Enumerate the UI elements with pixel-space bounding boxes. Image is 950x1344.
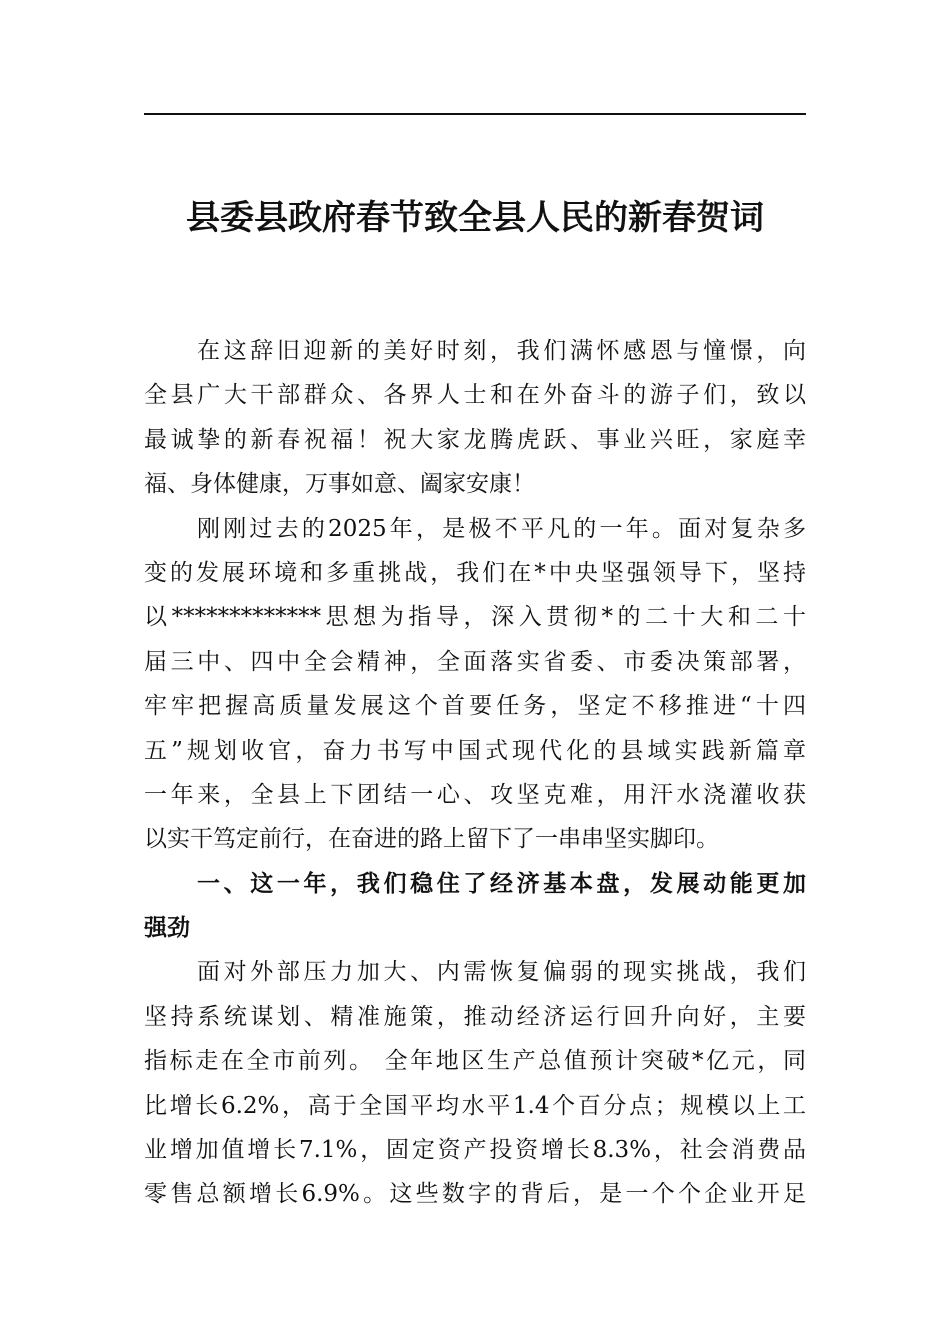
paragraph-2-line-4: 届三中、四中全会精神，全面落实省委、市委决策部署，	[144, 648, 806, 675]
paragraph-2-line-1: 刚刚过去的2025年，是极不平凡的一年。面对复杂多	[197, 515, 806, 542]
paragraph-1-line-1: 在这辞旧迎新的美好时刻，我们满怀感恩与憧憬，向	[197, 338, 806, 364]
paragraph-2-line-8: 以实干笃定前行，在奋进的路上留下了一串串坚实脚印。	[144, 826, 719, 853]
paragraph-1-line-2: 全县广大干部群众、各界人士和在外奋斗的游子们，致以	[144, 382, 806, 409]
paragraph-3-line-4: 比增长6.2%，高于全国平均水平1.4个百分点；规模以上工	[144, 1092, 806, 1119]
document-title: 县委县政府春节致全县人民的新春贺词	[186, 198, 764, 238]
paragraph-3-line-5: 业增加值增长7.1%，固定资产投资增长8.3%，社会消费品	[144, 1137, 806, 1164]
section-heading-line-1: 一、这一年，我们稳住了经济基本盘，发展动能更加	[197, 870, 806, 897]
header-rule	[144, 113, 806, 115]
document-body	[144, 329, 806, 1217]
section-heading-line-2: 强劲	[144, 915, 190, 942]
paragraph-2-line-5: 牢牢把握高质量发展这个首要任务，坚定不移推进“十四	[144, 693, 806, 720]
paragraph-3-line-2: 坚持系统谋划、精准施策，推动经济运行回升向好，主要	[144, 1003, 806, 1030]
paragraph-2-line-2: 变的发展环境和多重挑战，我们在*中央坚强领导下，坚持	[144, 559, 806, 586]
paragraph-3-line-1: 面对外部压力加大、内需恢复偏弱的现实挑战，我们	[197, 959, 806, 986]
paragraph-1-line-3: 最诚挚的新春祝福！祝大家龙腾虎跃、事业兴旺，家庭幸	[144, 426, 806, 453]
paragraph-2-line-7: 一年来，全县上下团结一心、攻坚克难，用汗水浇灌收获	[144, 781, 806, 808]
paragraph-2-line-3: 以*************思想为指导，深入贯彻*的二十大和二十	[144, 604, 806, 631]
paragraph-2-line-6: 五”规划收官，奋力书写中国式现代化的县域实践新篇章	[144, 737, 806, 764]
paragraph-1-line-4: 福、身体健康，万事如意、阖家安康！	[144, 471, 535, 498]
paragraph-3-line-3: 指标走在全市前列。 全年地区生产总值预计突破*亿元，同	[144, 1048, 806, 1075]
paragraph-3-line-6: 零售总额增长6.9%。这些数字的背后，是一个个企业开足	[144, 1181, 806, 1208]
